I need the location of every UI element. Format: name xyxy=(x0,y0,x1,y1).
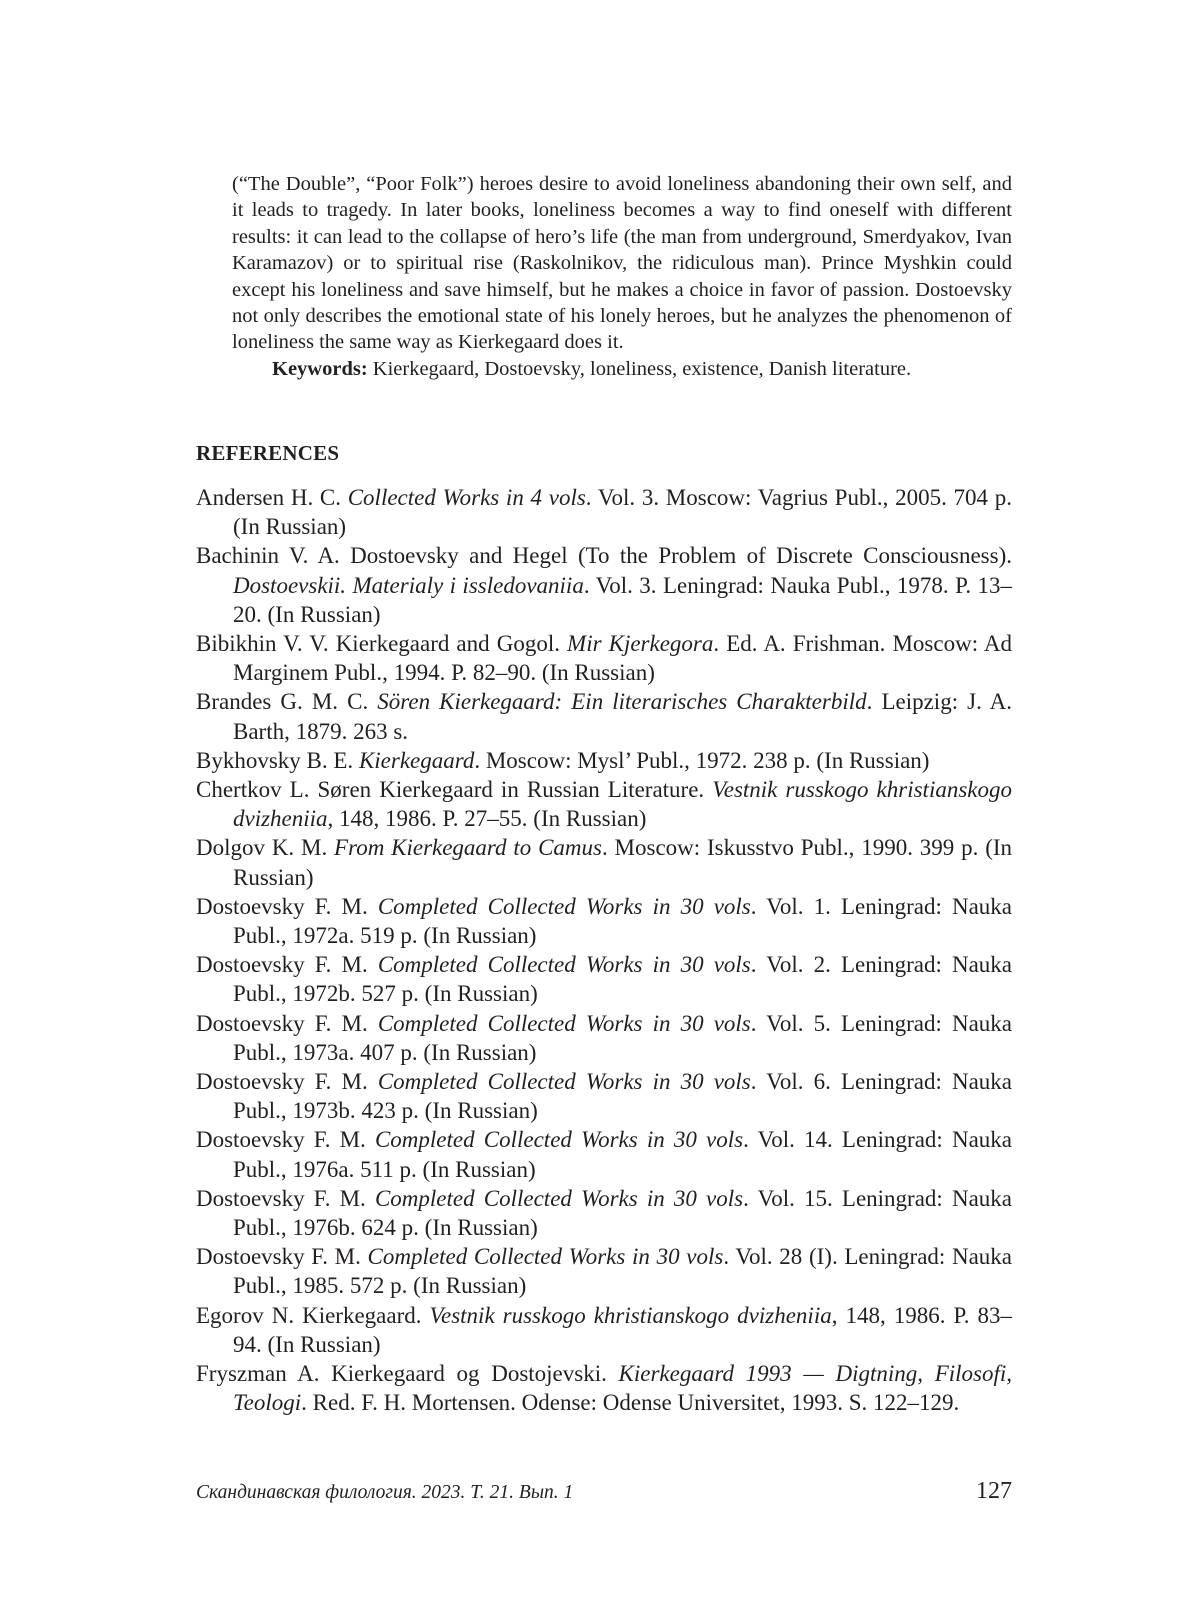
reference-item xyxy=(196,1184,1012,1242)
reference-item xyxy=(196,950,1012,1008)
reference-details: . Ed. A. Frishman. Moscow: Ad Marginem Publ., 1994. P. 82–90. (In Russian) xyxy=(233,631,1012,686)
reference-details: , 148, 1986. P. 27–55. (In Russian) xyxy=(327,806,647,832)
reference-title: Kierkegaard xyxy=(358,747,475,773)
reference-item xyxy=(196,1301,1012,1359)
journal-citation: Скандинавская филология. 2023. Т. 21. Вып. 1 xyxy=(196,1482,574,1503)
reference-details: . Vol. 28 (I). Leningrad: Nauka Publ., 1985. 572 p. (In Russian) xyxy=(233,1244,1012,1299)
reference-title: Kierkegaard 1993 — Digtning, Filosofi, Teologi xyxy=(233,1361,1012,1416)
reference-title: Completed Collected Works in 30 vols xyxy=(377,952,751,978)
references-heading: REFERENCES xyxy=(196,441,340,465)
reference-author: Bachinin V. A. Dostoevsky and Hegel (To the Problem of Discrete Consciousness). xyxy=(196,543,1012,569)
reference-details: . Vol. 1. Leningrad: Nauka Publ., 1972a. 519 p. (In Russian) xyxy=(233,893,1012,949)
reference-title: From Kierkegaard to Camus xyxy=(334,835,602,861)
references-list xyxy=(196,483,1012,1418)
reference-details: . Vol. 2. Leningrad: Nauka Publ., 1972b. 527 p. (In Russian) xyxy=(233,952,1012,1007)
reference-item xyxy=(196,746,1012,775)
reference-title: Vestnik russkogo khristianskogo dvizheniia xyxy=(233,777,1012,832)
reference-details: . Moscow: Iskusstvo Publ., 1990. 399 p. (In Russian) xyxy=(233,835,1013,890)
reference-title: Completed Collected Works in 30 vols xyxy=(377,1010,751,1036)
reference-item xyxy=(196,1067,1012,1125)
reference-item xyxy=(196,775,1012,833)
reference-details: . Vol. 15. Leningrad: Nauka Publ., 1976b. 624 p. (In Russian) xyxy=(233,1185,1012,1241)
keywords-line xyxy=(232,356,1012,382)
abstract-block xyxy=(232,171,1012,382)
reference-details: . Moscow: Mysl’ Publ., 1972. 238 p. (In Russian) xyxy=(474,747,930,773)
reference-title: Dostoevskii. Materialy i issledovaniia xyxy=(233,572,584,598)
page-footer xyxy=(196,1478,1012,1510)
reference-author: Dostoevsky F. M. xyxy=(196,1185,375,1211)
reference-title: Completed Collected Works in 30 vols xyxy=(374,1127,744,1153)
reference-author: Bykhovsky B. E. xyxy=(196,747,359,773)
reference-details: . Vol. 5. Leningrad: Nauka Publ., 1973a. 407 p. (In Russian) xyxy=(233,1010,1012,1065)
reference-title: Completed Collected Works in 30 vols xyxy=(377,893,751,919)
reference-item xyxy=(196,892,1012,950)
reference-details: . Vol. 3. Leningrad: Nauka Publ., 1978. P. 13–20. (In Russian) xyxy=(233,572,1012,627)
reference-item xyxy=(196,1242,1012,1300)
reference-details: . Leipzig: J. A. Barth, 1879. 263 s. xyxy=(233,689,1012,744)
reference-author: Brandes G. M. C. xyxy=(196,689,378,715)
reference-item xyxy=(196,833,1012,891)
page-number: 127 xyxy=(976,1478,1012,1504)
reference-author: Dostoevsky F. M. xyxy=(196,1010,378,1036)
reference-item xyxy=(196,629,1012,687)
abstract-text: (“The Double”, “Poor Folk”) heroes desire to avoid loneliness abandoning their own self, and it leads to tragedy. In later books, loneliness becomes a way to find oneself with different results: it can lead to the collapse of hero’s life (the man from underground, Smerdyakov, Ivan Karamazov) or to spiritual rise (Raskolnikov, the ridiculous man). Prince Myshkin could except his loneliness and save himself, but he makes a choice in favor of passion. Dostoevsky not only describes the emotional state of his lonely heroes, but he analyzes the phenomenon of loneliness the same way as Kierkegaard does it. xyxy=(232,173,1012,354)
reference-item xyxy=(196,541,1012,629)
reference-title: Collected Works in 4 vols xyxy=(347,485,586,510)
reference-title: Vestnik russkogo khristianskogo dvizheniia xyxy=(429,1302,832,1328)
reference-title: Sören Kierkegaard: Ein literarisches Charakterbild xyxy=(377,689,867,715)
reference-details: , 148, 1986. P. 83–94. (In Russian) xyxy=(233,1302,1012,1357)
reference-author: Egorov N. Kierkegaard. xyxy=(196,1302,430,1328)
reference-author: Dostoevsky F. M. xyxy=(196,1244,368,1270)
reference-item xyxy=(196,1359,1012,1417)
reference-details: . Vol. 14. Leningrad: Nauka Publ., 1976a. 511 p. (In Russian) xyxy=(233,1127,1012,1182)
reference-item xyxy=(196,483,1012,541)
reference-title: Completed Collected Works in 30 vols xyxy=(374,1185,744,1211)
reference-item xyxy=(196,1125,1012,1183)
reference-author: Dolgov K. M. xyxy=(196,835,335,861)
reference-author: Bibikhin V. V. Kierkegaard and Gogol. xyxy=(196,631,568,657)
keywords-text: Kierkegaard, Dostoevsky, loneliness, existence, Danish literature. xyxy=(367,357,912,380)
reference-author: Dostoevsky F. M. xyxy=(196,893,378,919)
reference-author: Fryszman A. Kierkegaard og Dostojevski. xyxy=(196,1361,619,1387)
reference-item xyxy=(196,687,1012,745)
reference-details: . Vol. 6. Leningrad: Nauka Publ., 1973b. 423 p. (In Russian) xyxy=(233,1069,1012,1124)
reference-author: Chertkov L. Søren Kierkegaard in Russian Literature. xyxy=(196,777,713,803)
reference-author: Dostoevsky F. M. xyxy=(196,1127,375,1153)
reference-title: Completed Collected Works in 30 vols xyxy=(377,1069,751,1095)
reference-item xyxy=(196,1009,1012,1067)
reference-author: Andersen H. C. xyxy=(196,485,348,510)
reference-title: Mir Kjerkegora xyxy=(567,631,714,657)
reference-title: Completed Collected Works in 30 vols xyxy=(367,1244,724,1270)
reference-details: . Vol. 3. Moscow: Vagrius Publ., 2005. 704 p. (In Russian) xyxy=(233,485,1012,540)
reference-author: Dostoevsky F. M. xyxy=(196,952,378,978)
keywords-label: Keywords: xyxy=(272,357,368,380)
reference-details: . Red. F. H. Mortensen. Odense: Odense Universitet, 1993. S. 122–129. xyxy=(301,1390,960,1416)
references-section xyxy=(196,440,1012,1418)
reference-author: Dostoevsky F. M. xyxy=(196,1069,378,1095)
